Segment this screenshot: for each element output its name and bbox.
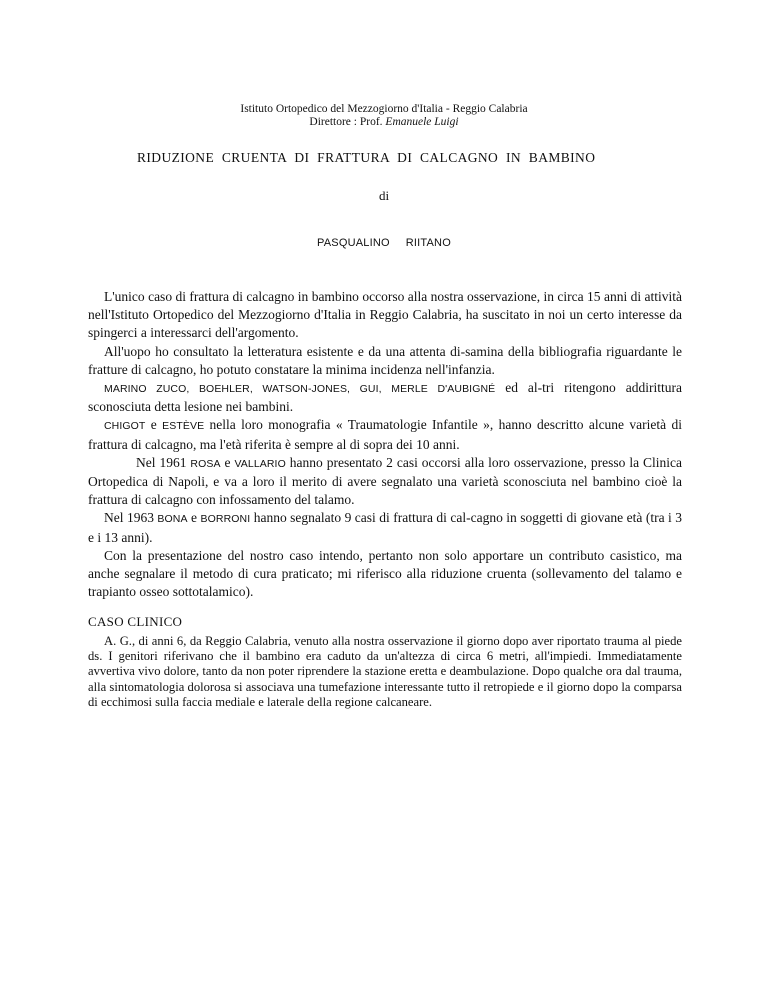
conjunction: e xyxy=(187,510,201,526)
article-body xyxy=(88,288,682,601)
paragraph-1: L'unico caso di frattura di calcagno in bambino occorso alla nostra osservazione, in circa 15 anni di attività nell'Istituto Ortopedico del Mezzogiorno d'Italia in Reggio Calabria, ha suscitato in noi un certo interesse da spingerci a interessarci dell'argomento. xyxy=(88,289,682,341)
director-name: Emanuele Luigi xyxy=(385,116,459,128)
institute-header: Istituto Ortopedico del Mezzogiorno d'Italia - Reggio Calabria xyxy=(240,103,528,115)
cited-authors: MARINO ZUCO, BOEHLER, WATSON-JONES, GUI, MERLE D'AUBIGNÉ xyxy=(104,383,496,396)
by-line: di xyxy=(378,188,390,203)
director-label: Direttore : Prof. xyxy=(309,116,383,128)
paragraph-4-text: nella loro monografia « Traumatologie Infantile », hanno descritto alcune varietà di frattura di calcagno, ma l'età riferita è sempre al di sopra dei 10 anni. xyxy=(88,417,682,452)
conjunction: e xyxy=(220,454,235,470)
director-line xyxy=(0,116,768,129)
paragraph-6 xyxy=(88,509,682,546)
cited-author: BORRONI xyxy=(200,513,251,526)
article-title: RIDUZIONE CRUENTA DI FRATTURA DI CALCAGNO IN BAMBINO xyxy=(137,150,596,165)
cited-author: ESTÈVE xyxy=(162,420,205,433)
conjunction: e xyxy=(145,417,163,433)
paragraph-6-year: Nel 1963 xyxy=(104,510,158,526)
paragraph-5-year: Nel 1961 xyxy=(136,454,191,470)
paragraph-5-text: hanno presentato 2 casi occorsi alla loro osservazione, presso la Clinica Ortopedica di Napoli, e va a loro il merito di avere segnalato una varietà sconosciuta nel bambino cioè la frattura di calcagno con infossamento del talamo. xyxy=(88,454,682,508)
cited-author: CHIGOT xyxy=(104,420,146,433)
author-name xyxy=(0,237,768,249)
paragraph-3 xyxy=(88,379,682,416)
cited-author: VALLARIO xyxy=(234,457,286,470)
paragraph-4 xyxy=(88,416,682,453)
case-paragraph: A. G., di anni 6, da Reggio Calabria, venuto alla nostra osservazione il giorno dopo aver riportato trauma al piede ds. I genitori riferivano che il bambino era caduto da un'altezza di circa 6 metri, all'impiedi. Immediatamente avvertiva vivo dolore, tanto da non poter riprendere la stazione eretta e deambulazione. Dopo qualche ora dal trauma, alla sintomatologia dolorosa si associava una tumefazione interessante tutto il retropiede e il giorno dopo la comparsa di ecchimosi sulla faccia mediale e laterale della regione calcaneare. xyxy=(88,634,682,709)
paragraph-7: Con la presentazione del nostro caso intendo, pertanto non solo apportare un contributo casistico, ma anche segnalare il metodo di cura praticato; mi riferisco alla riduzione cruenta (sollevamento del talamo e trapianto osseo sottotalamico). xyxy=(88,547,682,600)
author-last-name: RIITANO xyxy=(405,237,451,249)
cited-author: BONA xyxy=(157,513,188,526)
cited-author: ROSA xyxy=(190,457,221,470)
paragraph-3-text: ed al-tri ritengono addirittura sconosciuta detta lesione nei bambini. xyxy=(88,380,682,415)
paragraph-6-text: hanno segnalato 9 casi di frattura di cal-cagno in soggetti di giovane età (tra i 3 e i 13 anni). xyxy=(88,510,682,545)
paragraph-5 xyxy=(88,454,682,510)
paragraph-2: All'uopo ho consultato la letteratura esistente e da una attenta di-samina della bibliografia riguardante le fratture di calcagno, ho potuto constatare la minima incidenza nell'infanzia. xyxy=(88,343,682,377)
case-heading: CASO CLINICO xyxy=(88,614,183,629)
author-first-name: PASQUALINO xyxy=(317,237,390,249)
case-report xyxy=(88,634,682,710)
